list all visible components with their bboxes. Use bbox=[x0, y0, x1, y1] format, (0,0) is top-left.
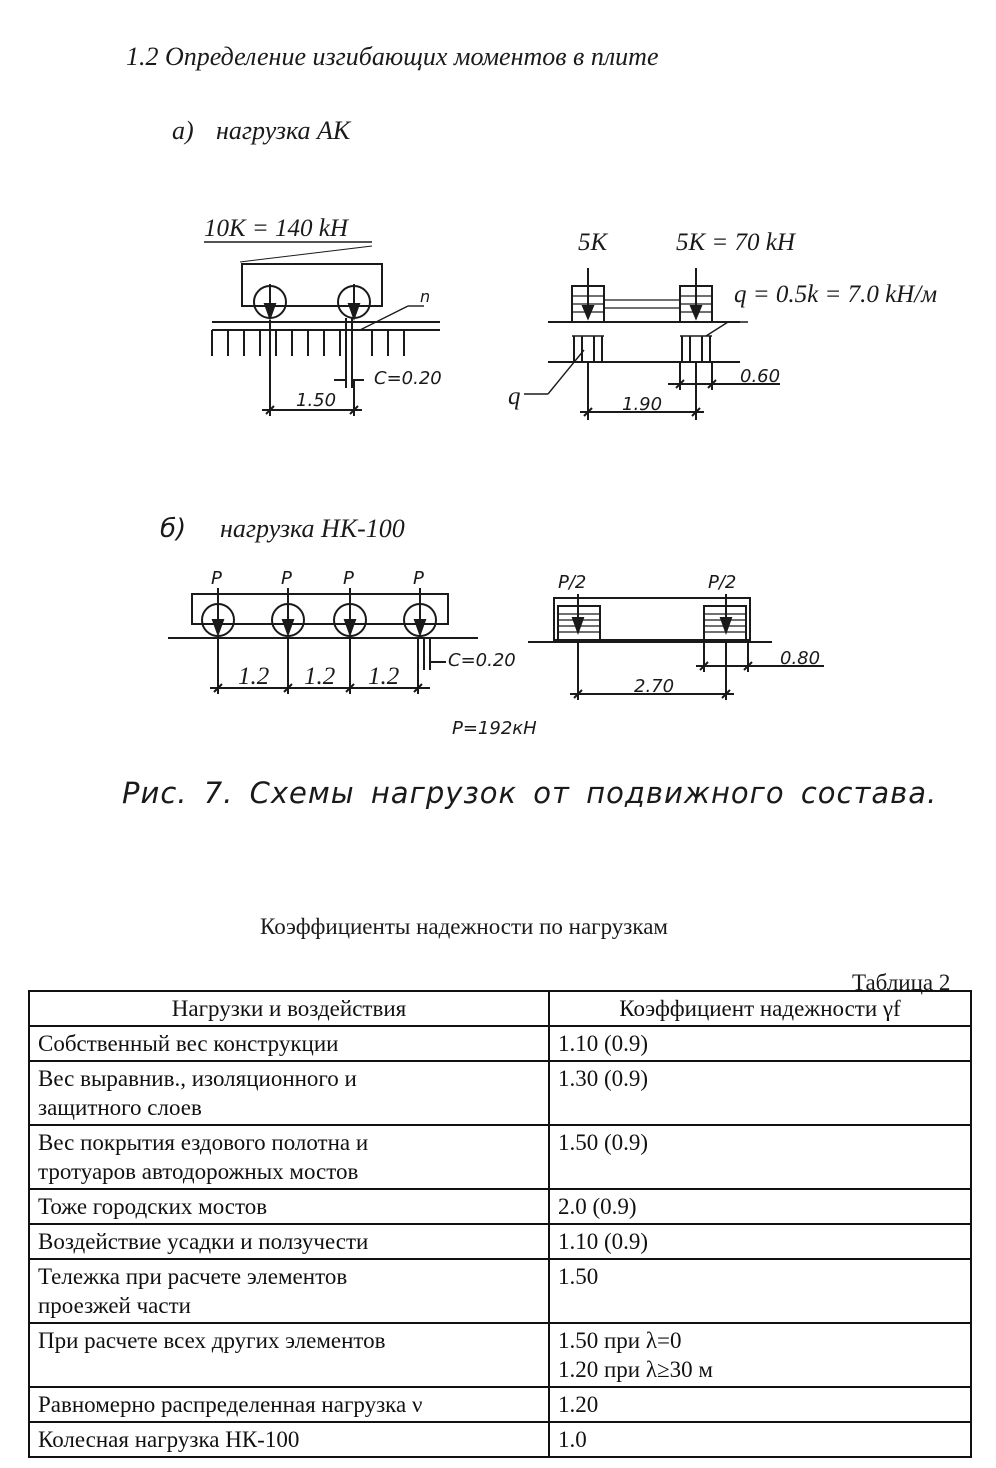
table-row bbox=[29, 1224, 971, 1259]
part-a-title: нагрузка АК bbox=[216, 116, 351, 145]
load-cell: Тоже городских мостов bbox=[29, 1189, 549, 1224]
dim-270: 2.70 bbox=[634, 676, 675, 697]
spacing-1: 1.2 bbox=[238, 663, 270, 690]
part-a-label: а) bbox=[172, 116, 194, 145]
table-number: Таблица 2 bbox=[852, 970, 951, 995]
table-title: Коэффициенты надежности по нагрузкам bbox=[260, 914, 668, 939]
load-line-2: проезжей части bbox=[38, 1293, 191, 1318]
q-label: q bbox=[508, 383, 521, 410]
section-title: 1.2 Определение изгибающих моментов в плите bbox=[126, 42, 659, 71]
table-row bbox=[29, 1387, 971, 1422]
table-header-row bbox=[29, 991, 971, 1026]
p-label-1: P bbox=[211, 568, 222, 589]
half-p-label-1: P/2 bbox=[558, 572, 587, 593]
load-line-2: тротуаров автодорожных мостов bbox=[38, 1159, 359, 1184]
coef-cell: 1.50 bbox=[549, 1259, 971, 1323]
c-label-b: С=0.20 bbox=[448, 650, 516, 671]
dim-190: 1.90 bbox=[622, 394, 663, 415]
dim-080: 0.80 bbox=[780, 648, 821, 669]
load-line-1: Вес покрытия ездового полотна и bbox=[38, 1130, 369, 1155]
coef-cell: 1.0 bbox=[549, 1422, 971, 1457]
diagram-nk100 bbox=[0, 560, 996, 750]
load-cell: При расчете всех других элементов bbox=[29, 1323, 549, 1387]
n-label: n bbox=[420, 287, 431, 306]
load-cell: Собственный вес конструкции bbox=[29, 1026, 549, 1061]
p-label-4: P bbox=[413, 568, 424, 589]
coef-cell: 1.10 (0.9) bbox=[549, 1224, 971, 1259]
coef-line-1: 1.50 при λ=0 bbox=[558, 1328, 682, 1353]
part-b-title: нагрузка НК-100 bbox=[220, 514, 405, 543]
coef-cell bbox=[549, 1323, 971, 1387]
table-row bbox=[29, 1026, 971, 1061]
q-equation: q = 0.5k = 7.0 kH/м bbox=[734, 281, 938, 308]
load-cell bbox=[29, 1259, 549, 1323]
coef-cell: 1.50 (0.9) bbox=[549, 1125, 971, 1189]
spacing-2: 1.2 bbox=[304, 663, 336, 690]
coef-cell: 1.20 bbox=[549, 1387, 971, 1422]
left-load-label: 10К = 140 kH bbox=[204, 215, 348, 242]
header-loads: Нагрузки и воздействия bbox=[29, 991, 549, 1026]
load-line-1: Тележка при расчете элементов bbox=[38, 1264, 348, 1289]
load-cell bbox=[29, 1061, 549, 1125]
table-row bbox=[29, 1259, 971, 1323]
p-label-2: P bbox=[281, 568, 292, 589]
load-cell: Равномерно распределенная нагрузка ν bbox=[29, 1387, 549, 1422]
label-5k-70: 5К = 70 kH bbox=[676, 229, 795, 256]
coef-cell: 2.0 (0.9) bbox=[549, 1189, 971, 1224]
half-p-label-2: P/2 bbox=[708, 572, 737, 593]
reliability-coefficient-table bbox=[28, 990, 972, 1458]
table-row bbox=[29, 1061, 971, 1125]
dim-060: 0.60 bbox=[740, 366, 781, 387]
table-row bbox=[29, 1125, 971, 1189]
part-b-label: б) bbox=[160, 514, 187, 544]
header-coefficient: Коэффициент надежности γf bbox=[549, 991, 971, 1026]
label-5k: 5К bbox=[578, 229, 608, 256]
coef-cell: 1.30 (0.9) bbox=[549, 1061, 971, 1125]
load-cell: Колесная нагрузка НК-100 bbox=[29, 1422, 549, 1457]
load-cell: Воздействие усадки и ползучести bbox=[29, 1224, 549, 1259]
load-line-2: защитного слоев bbox=[38, 1095, 202, 1120]
diagram-ak bbox=[0, 200, 996, 440]
p-label-3: P bbox=[343, 568, 354, 589]
table-row bbox=[29, 1189, 971, 1224]
table-row bbox=[29, 1323, 971, 1387]
figure-caption: Рис. 7. Схемы нагрузок от подвижного состава. bbox=[122, 776, 938, 810]
load-line-1: Вес выравнив., изоляционного и bbox=[38, 1066, 357, 1091]
load-cell bbox=[29, 1125, 549, 1189]
c-label-a: С=0.20 bbox=[374, 368, 442, 389]
p-value: P=192кН bbox=[452, 718, 537, 739]
dim-150: 1.50 bbox=[296, 390, 337, 411]
coef-cell: 1.10 (0.9) bbox=[549, 1026, 971, 1061]
table-row bbox=[29, 1422, 971, 1457]
coef-line-2: 1.20 при λ≥30 м bbox=[558, 1357, 713, 1382]
spacing-3: 1.2 bbox=[368, 663, 400, 690]
